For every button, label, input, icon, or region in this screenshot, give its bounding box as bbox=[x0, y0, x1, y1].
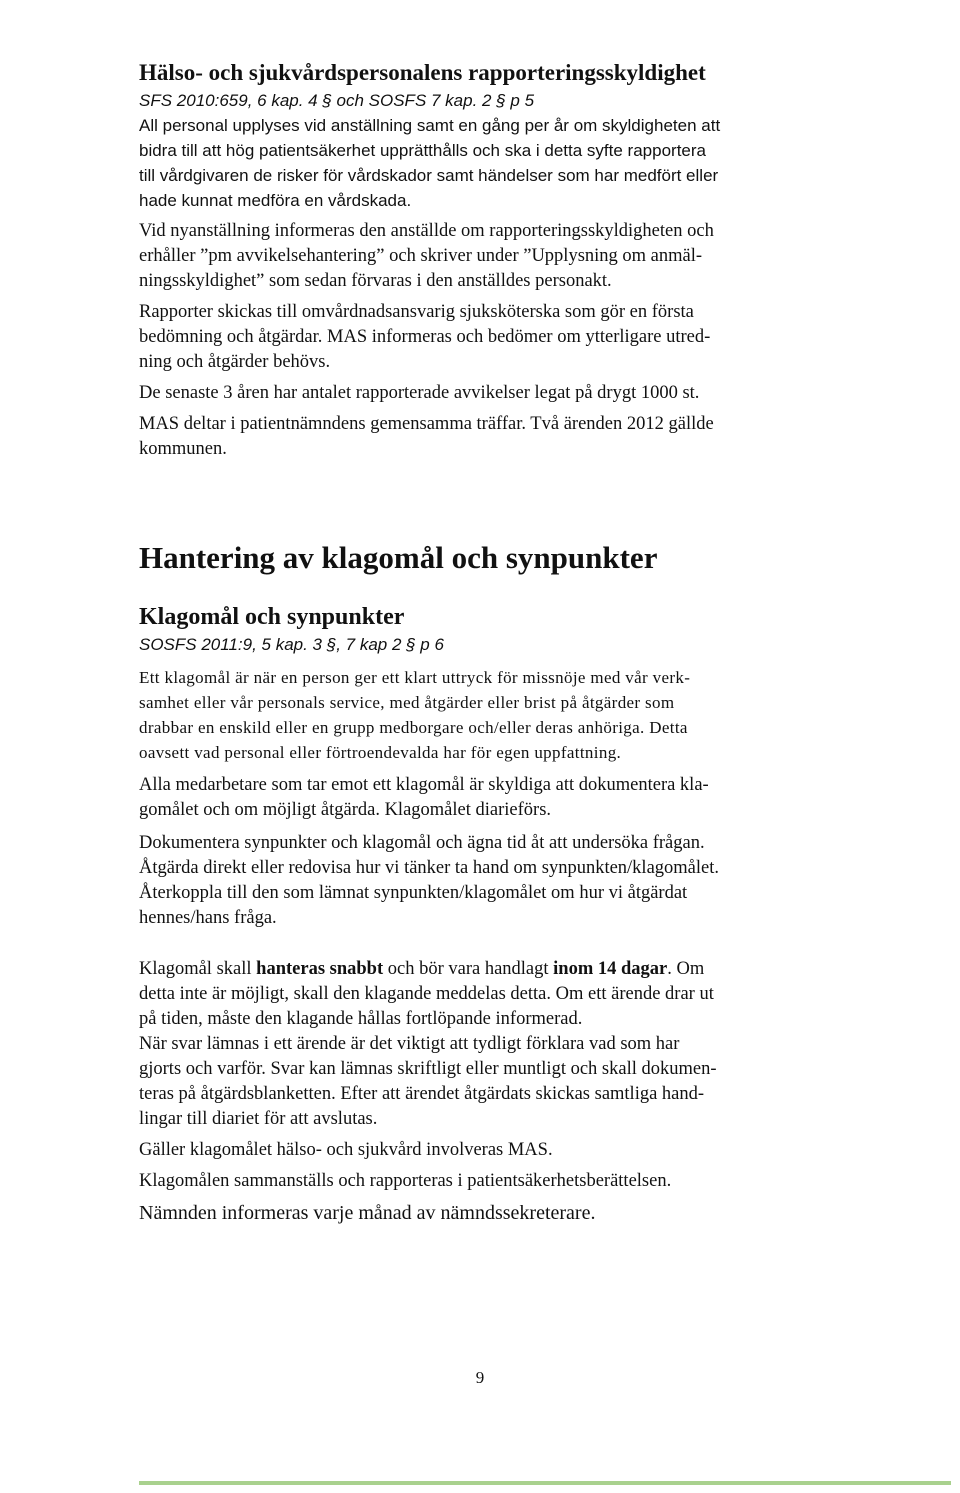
section-heading-reporting: Hälso- och sjukvårdspersonalens rapporteringsskyldighet bbox=[139, 60, 706, 85]
legal-reference: SFS 2010:659, 6 kap. 4 § och SOSFS 7 kap. 2 § p 5 bbox=[139, 91, 535, 110]
subheading: Klagomål och synpunkter bbox=[139, 604, 405, 630]
paragraph: Klagomålen sammanställs och rapporteras i patientsäkerhetsberättelsen. bbox=[139, 1171, 672, 1191]
section-heading-complaints: Hantering av klagomål och synpunkter bbox=[139, 540, 658, 575]
paragraph: Klagomål skall hanteras snabbt och bör vara handlagt inom 14 dagar. Om detta inte är möjligt, skall den klagande meddelas detta. Om ett ärende drar ut på tiden, måste den klagande hållas fortlöpande informerad. bbox=[139, 959, 714, 1029]
legal-reference: SOSFS 2011:9, 5 kap. 3 §, 7 kap 2 § p 6 bbox=[139, 635, 444, 654]
paragraph: Ett klagomål är när en person ger ett klart uttryck för missnöje med vår verk- samhet eller vår personals service, med åtgärder eller brist på åtgärder som drabbar en enskild eller en grupp medborgare och/eller deras anhöriga. Detta oavsett vad personal eller förtroendevalda har för egen uppfattning. bbox=[139, 668, 691, 762]
paragraph: Rapporter skickas till omvårdnadsansvarig sjuksköterska som gör en första bedömning och åtgärdar. MAS informeras och bedömer om ytterligare utred- ning och åtgärder behövs. bbox=[139, 302, 711, 372]
paragraph: MAS deltar i patientnämndens gemensamma träffar. Två ärenden 2012 gällde kommunen. bbox=[139, 414, 714, 459]
paragraph: De senaste 3 åren har antalet rapporterade avvikelser legat på drygt 1000 st. bbox=[139, 383, 700, 403]
document-page bbox=[139, 58, 829, 1227]
paragraph: Alla medarbetare som tar emot ett klagomål är skyldiga att dokumentera kla- gomålet och om möjligt åtgärda. Klagomålet diarieförs. bbox=[139, 775, 709, 820]
paragraph: När svar lämnas i ett ärende är det viktigt att tydligt förklara vad som har gjorts och varför. Svar kan lämnas skriftligt eller muntligt och skall dokumen- teras på åtgärdsblanketten. Efter att ärendet åtgärdats skickas samtliga hand- lingar till diariet för att avslutas. bbox=[139, 1034, 717, 1129]
page-number: 9 bbox=[475, 1368, 485, 1387]
footer-rule bbox=[139, 1481, 951, 1485]
paragraph: Nämnden informeras varje månad av nämndssekreterare. bbox=[139, 1202, 596, 1224]
paragraph: All personal upplyses vid anställning samt en gång per år om skyldigheten att bidra till att hög patientsäkerhet upprätthålls och ska i detta syfte rapportera till vårdgivaren de risker för vårdskador samt händelser som har medfört eller hade kunnat medföra en vårdskada. bbox=[139, 116, 721, 210]
paragraph: Vid nyanställning informeras den anställde om rapporteringsskyldigheten och erhåller ”pm avvikelsehantering” och skriver under ”Upplysning om anmäl- ningsskyldighet” som sedan förvaras i den anställdes personakt. bbox=[139, 221, 714, 291]
paragraph: Dokumentera synpunkter och klagomål och ägna tid åt att undersöka frågan. Åtgärda direkt eller redovisa hur vi tänker ta hand om synpunkten/klagomålet. Återkoppla till den som lämnat synpunkten/klagomålet om hur vi åtgärdat hennes/hans fråga. bbox=[139, 833, 720, 928]
paragraph: Gäller klagomålet hälso- och sjukvård involveras MAS. bbox=[139, 1140, 553, 1160]
